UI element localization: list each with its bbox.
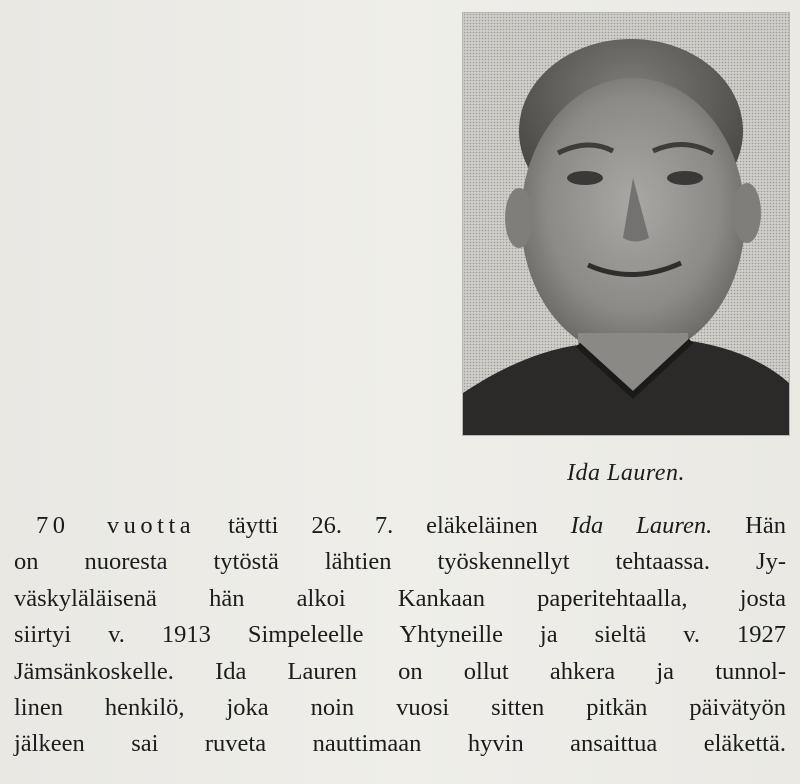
article-text: täytti 26. 7. eläkeläinen xyxy=(195,512,571,539)
portrait-photo xyxy=(462,12,790,436)
article-body xyxy=(14,508,786,763)
portrait-photo-icon xyxy=(463,13,789,435)
article-line: väskyläläisenä hän alkoi Kankaan paperitehtaalla, josta xyxy=(14,584,786,612)
article-line: siirtyi v. 1913 Simpeleelle Yhtyneille ja sieltä v. 1927 xyxy=(14,621,786,649)
article-lead: 70 vuotta xyxy=(36,512,196,539)
article-line xyxy=(14,508,786,544)
article-line: Jämsänkoskelle. Ida Lauren on ollut ahkera ja tunnol- xyxy=(14,657,786,685)
person-name: Ida Lauren. xyxy=(570,512,713,539)
article-line: linen henkilö, joka noin vuosi sitten pitkän päivätyön xyxy=(14,693,786,721)
article-line: on nuoresta tytöstä lähtien työskennellyt tehtaassa. Jy- xyxy=(14,548,786,576)
photo-caption: Ida Lauren. xyxy=(567,460,685,486)
article-text: Hän xyxy=(712,512,786,539)
article-line: jälkeen sai ruveta nauttimaan hyvin ansaittua eläkettä. xyxy=(14,730,786,758)
